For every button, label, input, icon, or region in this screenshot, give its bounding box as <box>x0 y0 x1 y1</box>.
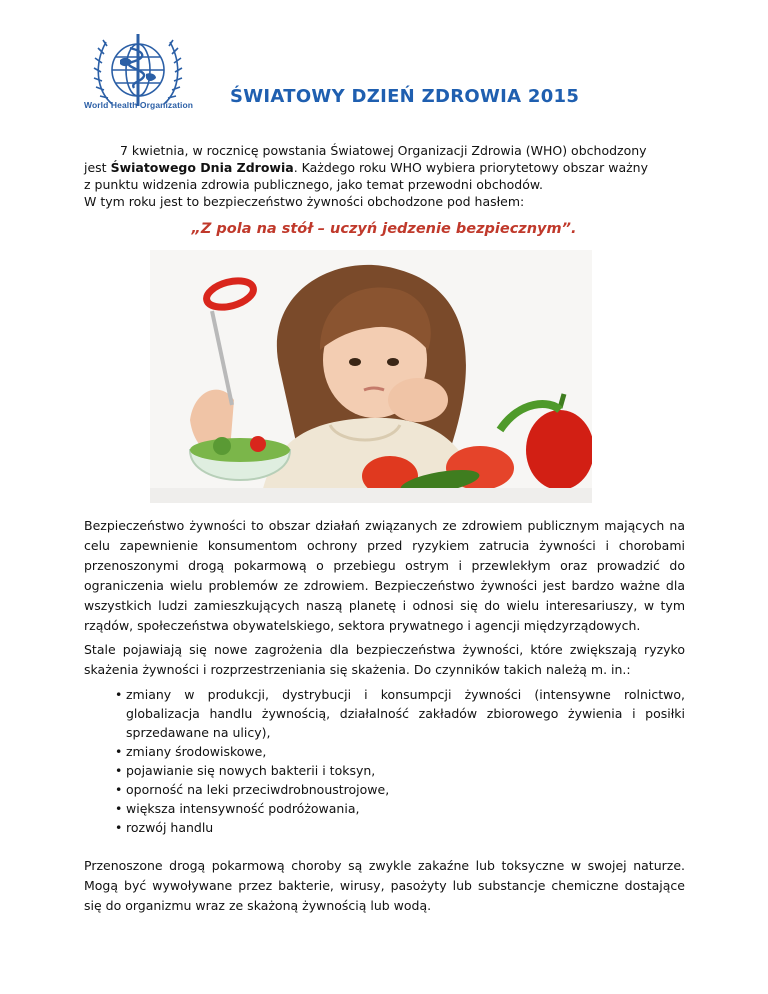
girl-with-vegetables-photo <box>150 250 592 503</box>
intro-bold-phrase: Światowego Dnia Zdrowia <box>110 160 294 175</box>
paragraph-1: Bezpieczeństwo żywności to obszar działań związanych ze zdrowiem publicznym mających na celu zapewnienie konsumentom ochrony przed ryzykiem zatrucia żywności i chorobami przenoszonymi drogą pokarmową o przebiegu ostrym i przewlekłym oraz prowadzić do ograniczenia wielu problemów ze zdrowiem. Bezpieczeństwo żywności jest bardzo ważne dla wszystkich ludzi zamieszkujących naszą planetę i odnosi się do wielu interesariuszy, w tym rządów, społeczeństwa obywatelskiego, sektora prywatnego i agencji międzyrządowych. <box>84 518 685 633</box>
factor-list <box>84 685 685 837</box>
slogan: „Z pola na stół – uczyń jedzenie bezpiecznym”. <box>191 221 577 237</box>
bullet-icon <box>115 685 122 704</box>
list-item: • rozwój handlu <box>84 818 685 837</box>
paragraph-3: Przenoszone drogą pokarmową choroby są zwykle zakaźne lub toksyczne w swojej naturze. Mogą być wywoływane przez bakterie, wirusy, pasożyty lub substancje chemiczne dostające się do organizmu wraz ze skażoną żywnością lub wodą. <box>84 858 685 913</box>
intro-line-2-post: . Każdego roku WHO wybiera priorytetowy obszar ważny <box>293 160 648 175</box>
page-title: ŚWIATOWY DZIEŃ ZDROWIA 2015 <box>230 86 580 107</box>
intro-line-1: 7 kwietnia, w rocznicę powstania Światowej Organizacji Zdrowia (WHO) obchodzony <box>120 143 647 158</box>
bullet-icon <box>115 799 122 818</box>
paragraph-2: Stale pojawiają się nowe zagrożenia dla bezpieczeństwa żywności, które zwiększają ryzyko skażenia żywności i rozprzestrzeniania się skażenia. Do czynników takich należą m. in.: <box>84 642 685 677</box>
intro-line-4: W tym roku jest to bezpieczeństwo żywności obchodzone pod hasłem: <box>84 194 525 209</box>
list-item: • pojawianie się nowych bakterii i toksyn, <box>84 761 685 780</box>
logo-caption: World Health Organization <box>84 100 194 110</box>
list-item: • zmiany środowiskowe, <box>84 742 685 761</box>
intro-paragraph <box>84 142 684 210</box>
list-item: • oporność na leki przeciwdrobnoustrojowe, <box>84 780 685 799</box>
list-item: • zmiany w produkcji, dystrybucji i konsumpcji żywności (intensywne rolnictwo, globalizacja handlu żywnością, działalność zakładów zbiorowego żywienia i posiłki sprzedawane na ulicy), <box>84 685 685 742</box>
list-item: • większa intensywność podróżowania, <box>84 799 685 818</box>
bullet-icon <box>115 761 122 780</box>
bullet-icon <box>115 742 122 761</box>
bullet-icon <box>115 818 122 837</box>
intro-line-2 <box>84 159 684 176</box>
intro-line-3: z punktu widzenia zdrowia publicznego, jako temat przewodni obchodów. <box>84 177 543 192</box>
bullet-icon <box>115 780 122 799</box>
intro-line-2-pre: jest <box>84 160 111 175</box>
